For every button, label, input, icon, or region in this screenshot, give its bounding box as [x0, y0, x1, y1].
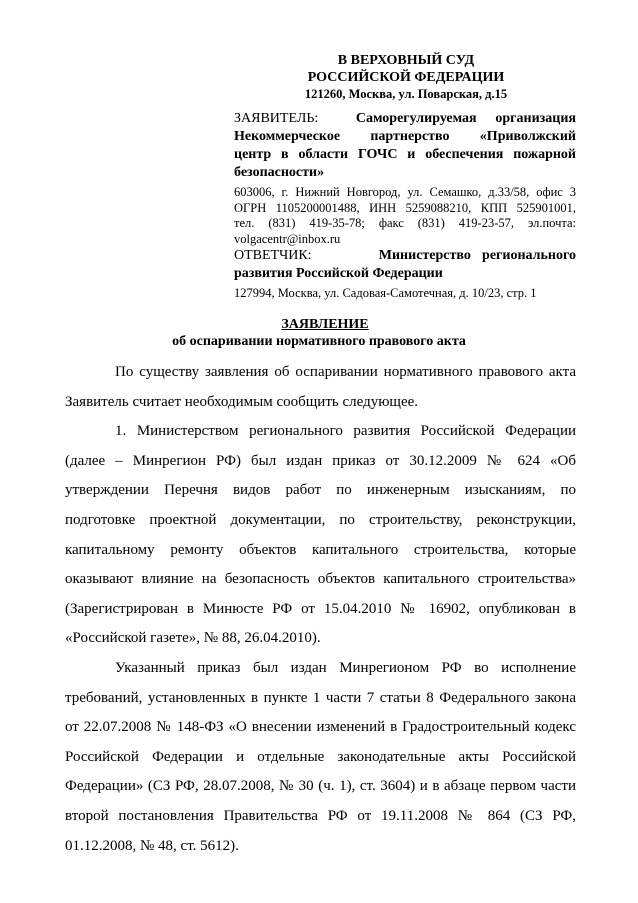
text-line: капитальному ремонту объектов капитального строительства, которые [65, 541, 576, 558]
text-line: подготовке проектной документации, по строительству, реконструкции, [65, 511, 576, 528]
defendant-address: 127994, Москва, ул. Садовая-Самотечная, д. 10/23, стр. 1 [234, 286, 537, 300]
court-address: 121260, Москва, ул. Поварская, д.15 [304, 87, 508, 101]
plaintiff-name-line: центр в области ГОЧС и обеспечения пожарной [234, 147, 576, 162]
court-name-line1: В ВЕРХОВНЫЙ СУД [337, 53, 475, 68]
plaintiff-block [234, 110, 576, 247]
text-line: 1. Министерством регионального развития Российской Федерации [115, 423, 576, 440]
defendant-name-line: развития Российской Федерации [234, 266, 443, 281]
plaintiff-registration: ОГРН 1105200001488, ИНН 5259088210, КПП 525901001, [234, 200, 576, 215]
text-line: второй постановления Правительства РФ от 19.11.2008 № 864 (СЗ РФ, [65, 807, 576, 824]
text-line: оказывают влияние на безопасность объектов капитального строительства» [65, 571, 576, 588]
plaintiff-email: volgacentr@inbox.ru [234, 231, 341, 246]
text-line: Заявитель считает необходимым сообщить следующее. [65, 393, 419, 410]
text-line: «Российской газете», № 88, 26.04.2010). [65, 630, 321, 647]
text-line: По существу заявления об оспаривании нормативного правового акта [115, 364, 576, 380]
paragraph-intro [65, 358, 576, 417]
text-line: требований, установленных в пункте 1 части 7 статьи 8 Федерального закона [65, 689, 576, 706]
plaintiff-contacts: тел. (831) 419-35-78; факс (831) 419-23-57, эл.почта: [234, 216, 576, 230]
defendant-block [234, 247, 576, 302]
text-line: 01.12.2008, № 48, ст. 5612). [65, 837, 239, 854]
text-line: (далее – Минрегион РФ) был издан приказ от 30.12.2009 № 624 «Об [65, 452, 576, 469]
text-line: Указанный приказ был издан Минрегионом РФ во исполнение [115, 659, 576, 676]
defendant-label: ОТВЕТЧИК: [234, 248, 312, 263]
plaintiff-name-line: Некоммерческое партнерство «Приволжский [234, 129, 576, 144]
plaintiff-heading [234, 110, 576, 128]
text-line: Российской Федерации и отдельные законодательные акты Российской [65, 748, 576, 765]
document-title [0, 316, 638, 350]
court-name-line2: РОССИЙСКОЙ ФЕДЕРАЦИИ [307, 70, 505, 85]
plaintiff-address: 603006, г. Нижний Новгород, ул. Семашко, д.33/58, офис 3 [234, 185, 576, 199]
text-line: (Зарегистрирован в Минюсте РФ от 15.04.2010 № 16902, опубликован в [65, 600, 576, 617]
document-body [65, 358, 576, 861]
plaintiff-name-line: Саморегулируемая организация [355, 111, 577, 126]
title-subtitle: об оспаривании нормативного правового акта [172, 334, 466, 349]
defendant-name-line: Министерство регионального [378, 248, 576, 263]
text-line: Федерации» (СЗ РФ, 28.07.2008, № 30 (ч. 1), ст. 3604) и в абзаце первом части [65, 778, 576, 795]
court-addressee [286, 52, 526, 103]
plaintiff-label: ЗАЯВИТЕЛЬ: [234, 111, 319, 126]
paragraph-2 [65, 654, 576, 861]
paragraph-1 [65, 417, 576, 654]
plaintiff-name-line: безопасности» [234, 165, 325, 180]
text-line: от 22.07.2008 № 148-ФЗ «О внесении изменений в Градостроительный кодекс [65, 719, 576, 736]
defendant-heading [234, 247, 576, 265]
title-main: ЗАЯВЛЕНИЕ [281, 317, 369, 332]
text-line: утверждении Перечня видов работ по инженерным изысканиям, по [65, 482, 576, 499]
